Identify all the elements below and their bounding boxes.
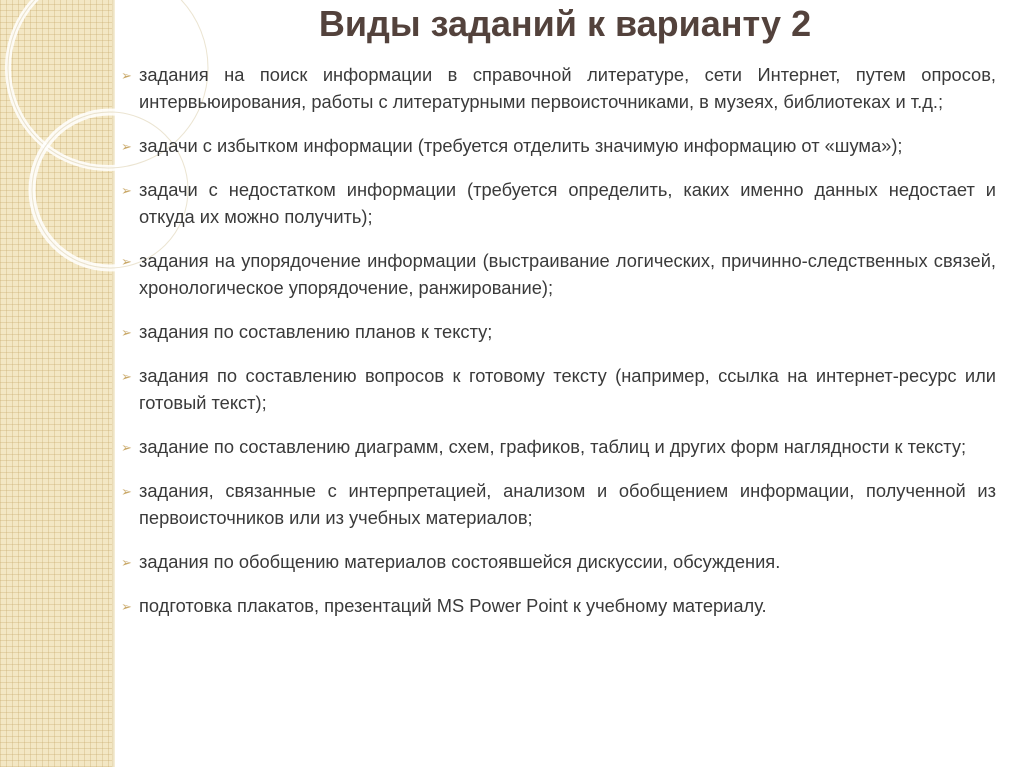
arrow-bullet-icon: ➢ xyxy=(121,68,132,83)
list-item-text: задания по обобщению материалов состоявшейся дискуссии, обсуждения. xyxy=(139,551,781,572)
arrow-bullet-icon: ➢ xyxy=(121,254,132,269)
list-item xyxy=(112,362,996,416)
arrow-bullet-icon: ➢ xyxy=(121,599,132,614)
list-item xyxy=(112,548,996,575)
list-item-text: задания по составлению планов к тексту; xyxy=(139,321,493,342)
arrow-bullet-icon: ➢ xyxy=(121,484,132,499)
list-item-text: задачи с избытком информации (требуется отделить значимую информацию от «шума»); xyxy=(139,135,903,156)
list-item-text: задания по составлению вопросов к готовому тексту (например, ссылка на интернет-ресурс или готовый текст); xyxy=(139,365,996,413)
list-item xyxy=(112,61,996,115)
list-item xyxy=(112,176,996,230)
list-item xyxy=(112,477,996,531)
list-item-text: задачи с недостатком информации (требуется определить, каких именно данных недостает и откуда их можно получить); xyxy=(139,179,996,227)
list-item xyxy=(112,318,996,345)
list-item-text: задания на упорядочение информации (выстраивание логических, причинно-следственных связей, хронологическое упорядочение, ранжирование); xyxy=(139,250,996,298)
arrow-bullet-icon: ➢ xyxy=(121,183,132,198)
list-item-text: задания, связанные с интерпретацией, анализом и обобщением информации, полученной из первоисточников или из учебных материалов; xyxy=(139,480,996,528)
arrow-bullet-icon: ➢ xyxy=(121,139,132,154)
list-item-text: подготовка плакатов, презентаций MS Power Point к учебному материалу. xyxy=(139,595,767,616)
task-list xyxy=(112,61,996,636)
list-item xyxy=(112,247,996,301)
list-item-text: задания на поиск информации в справочной литературе, сети Интернет, путем опросов, интервьюирования, работы с литературными первоисточниками, в музеях, библиотеках и т.д.; xyxy=(139,64,996,112)
arrow-bullet-icon: ➢ xyxy=(121,369,132,384)
arrow-bullet-icon: ➢ xyxy=(121,440,132,455)
list-item xyxy=(112,132,996,159)
arrow-bullet-icon: ➢ xyxy=(121,555,132,570)
list-item xyxy=(112,433,996,460)
list-item xyxy=(112,592,996,619)
slide-title: Виды заданий к варианту 2 xyxy=(318,3,812,44)
list-item-text: задание по составлению диаграмм, схем, графиков, таблиц и других форм наглядности к тексту; xyxy=(139,436,967,457)
arrow-bullet-icon: ➢ xyxy=(121,325,132,340)
